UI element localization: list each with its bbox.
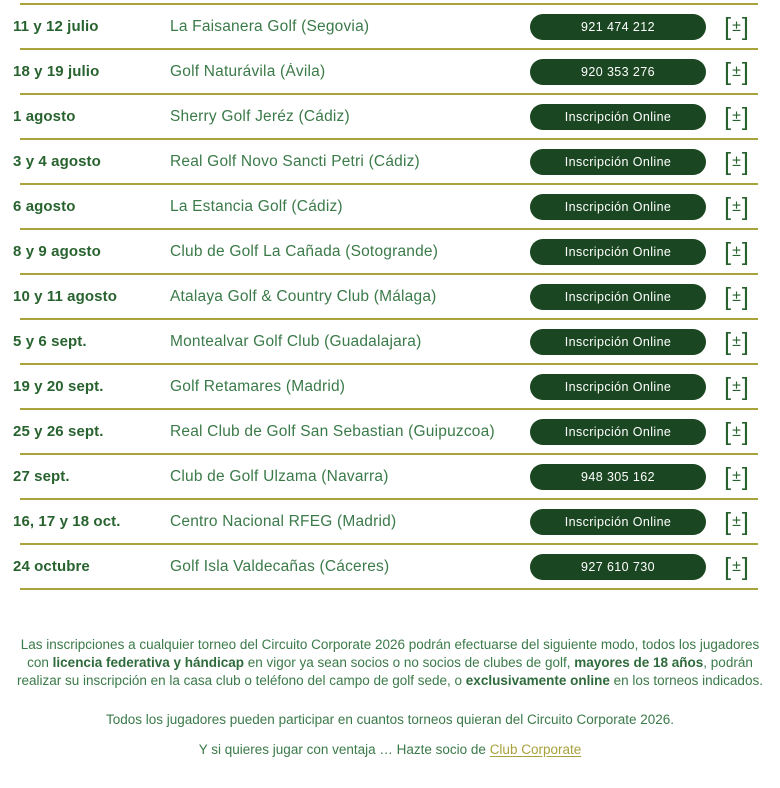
bracket-left-glyph: [ [724, 147, 732, 176]
table-row [0, 500, 780, 543]
bracket-right-glyph: ] [741, 462, 749, 491]
row-divider [20, 588, 758, 590]
bracket-left-glyph: [ [724, 417, 732, 446]
venue-name: Atalaya Golf & Country Club (Málaga) [170, 287, 437, 305]
emphasis-text: exclusivamente online [465, 673, 610, 688]
table-row [0, 185, 780, 228]
emphasis-text: mayores de 18 años [574, 655, 704, 670]
tournament-date: 19 y 20 sept. [13, 378, 104, 395]
plus-minus-glyph: ± [732, 18, 741, 35]
plus-minus-glyph: ± [732, 63, 741, 80]
bracket-left-glyph: [ [724, 192, 732, 221]
inscription-pill-button[interactable]: Inscripción Online [530, 194, 706, 220]
bracket-left-glyph: [ [724, 552, 732, 581]
tournament-date: 16, 17 y 18 oct. [13, 513, 121, 530]
bracket-left-glyph: [ [724, 507, 732, 536]
tournament-date: 1 agosto [13, 108, 76, 125]
inscription-pill-button[interactable]: Inscripción Online [530, 509, 706, 535]
table-row [0, 545, 780, 588]
tournament-date: 25 y 26 sept. [13, 423, 104, 440]
plus-minus-glyph: ± [732, 558, 741, 575]
venue-name: Real Club de Golf San Sebastian (Guipuzcoa) [170, 422, 495, 440]
bracket-left-glyph: [ [724, 327, 732, 356]
bracket-right-glyph: ] [741, 147, 749, 176]
expand-plus-icon[interactable] [722, 284, 751, 310]
table-row [0, 140, 780, 183]
footer-notes [0, 636, 780, 759]
expand-plus-icon[interactable] [722, 149, 751, 175]
bracket-right-glyph: ] [741, 237, 749, 266]
bracket-right-glyph: ] [741, 417, 749, 446]
venue-name: Real Golf Novo Sancti Petri (Cádiz) [170, 152, 420, 170]
emphasis-text: licencia federativa y hándicap [52, 655, 245, 670]
table-row [0, 50, 780, 93]
tournament-date: 18 y 19 julio [13, 63, 100, 80]
bracket-right-glyph: ] [741, 102, 749, 131]
tournament-date: 27 sept. [13, 468, 70, 485]
inscription-pill-button[interactable]: Inscripción Online [530, 374, 706, 400]
table-row [0, 365, 780, 408]
expand-plus-icon[interactable] [722, 329, 751, 355]
tournament-date: 11 y 12 julio [13, 18, 99, 35]
body-text: Las inscripciones a cualquier torneo del Circuito Corporate 2026 podrán efectuarse del siguiente modo, todos los jugadores con [20, 637, 760, 670]
inscription-pill-button[interactable]: Inscripción Online [530, 329, 706, 355]
bracket-left-glyph: [ [724, 372, 732, 401]
venue-name: Golf Isla Valdecañas (Cáceres) [170, 557, 390, 575]
bracket-left-glyph: [ [724, 237, 732, 266]
expand-plus-icon[interactable] [722, 104, 751, 130]
body-text: en los torneos indicados. [609, 673, 763, 688]
venue-name: Golf Naturávila (Ávila) [170, 62, 326, 80]
plus-minus-glyph: ± [732, 423, 741, 440]
expand-plus-icon[interactable] [722, 59, 751, 85]
venue-name: Centro Nacional RFEG (Madrid) [170, 512, 397, 530]
plus-minus-glyph: ± [732, 513, 741, 530]
table-row [0, 455, 780, 498]
bracket-left-glyph: [ [724, 282, 732, 311]
venue-name: Montealvar Golf Club (Guadalajara) [170, 332, 422, 350]
plus-minus-glyph: ± [732, 378, 741, 395]
expand-plus-icon[interactable] [722, 374, 751, 400]
bracket-right-glyph: ] [741, 282, 749, 311]
expand-plus-icon[interactable] [722, 419, 751, 445]
plus-minus-glyph: ± [732, 108, 741, 125]
table-row [0, 320, 780, 363]
tournament-date: 3 y 4 agosto [13, 153, 101, 170]
inscription-pill-button[interactable]: 920 353 276 [530, 59, 706, 85]
inscription-pill-button[interactable]: Inscripción Online [530, 104, 706, 130]
participation-note: Todos los jugadores pueden participar en cuantos torneos quieran del Circuito Corporate 2026. [105, 712, 675, 727]
club-corporate-link[interactable]: Club Corporate [489, 742, 582, 757]
body-text: , podrán realizar su inscripción en la casa club o teléfono del campo de golf sede, o [17, 655, 753, 688]
venue-name: Sherry Golf Jeréz (Cádiz) [170, 107, 350, 125]
bracket-right-glyph: ] [741, 57, 749, 86]
inscription-pill-button[interactable]: 927 610 730 [530, 554, 706, 580]
table-row [0, 95, 780, 138]
bracket-right-glyph: ] [741, 507, 749, 536]
bracket-right-glyph: ] [741, 12, 749, 41]
venue-name: Club de Golf La Cañada (Sotogrande) [170, 242, 439, 260]
inscription-pill-button[interactable]: 948 305 162 [530, 464, 706, 490]
bracket-right-glyph: ] [741, 552, 749, 581]
venue-name: Club de Golf Ulzama (Navarra) [170, 467, 389, 485]
inscription-pill-button[interactable]: 921 474 212 [530, 14, 706, 40]
body-text: en vigor ya sean socios o no socios de clubes de golf, [244, 655, 575, 670]
tournament-schedule-page [0, 3, 780, 759]
tournament-date: 6 agosto [13, 198, 76, 215]
expand-plus-icon[interactable] [722, 509, 751, 535]
tournament-date: 8 y 9 agosto [13, 243, 101, 260]
venue-name: Golf Retamares (Madrid) [170, 377, 346, 395]
table-row [0, 275, 780, 318]
plus-minus-glyph: ± [732, 288, 741, 305]
table-row [0, 410, 780, 453]
tournament-table [0, 3, 780, 590]
expand-plus-icon[interactable] [722, 194, 751, 220]
expand-plus-icon[interactable] [722, 239, 751, 265]
bracket-left-glyph: [ [724, 462, 732, 491]
venue-name: La Faisanera Golf (Segovia) [170, 17, 370, 35]
bracket-left-glyph: [ [724, 57, 732, 86]
inscription-info-paragraph [15, 636, 765, 690]
tournament-date: 24 octubre [13, 558, 90, 575]
inscription-pill-button[interactable]: Inscripción Online [530, 284, 706, 310]
plus-minus-glyph: ± [732, 198, 741, 215]
bracket-left-glyph: [ [724, 102, 732, 131]
venue-name: La Estancia Golf (Cádiz) [170, 197, 343, 215]
inscription-pill-button[interactable]: Inscripción Online [530, 149, 706, 175]
tournament-date: 5 y 6 sept. [13, 333, 87, 350]
membership-cta-text: Y si quieres jugar con ventaja … Hazte socio de [198, 742, 490, 757]
table-row [0, 5, 780, 48]
expand-plus-icon[interactable] [722, 464, 751, 490]
plus-minus-glyph: ± [732, 333, 741, 350]
bracket-right-glyph: ] [741, 327, 749, 356]
bracket-right-glyph: ] [741, 372, 749, 401]
table-row [0, 230, 780, 273]
plus-minus-glyph: ± [732, 243, 741, 260]
plus-minus-glyph: ± [732, 468, 741, 485]
expand-plus-icon[interactable] [722, 554, 751, 580]
tournament-date: 10 y 11 agosto [13, 288, 117, 305]
inscription-pill-button[interactable]: Inscripción Online [530, 419, 706, 445]
membership-cta [0, 741, 780, 759]
expand-plus-icon[interactable] [722, 14, 751, 40]
bracket-left-glyph: [ [724, 12, 732, 41]
inscription-pill-button[interactable]: Inscripción Online [530, 239, 706, 265]
plus-minus-glyph: ± [732, 153, 741, 170]
bracket-right-glyph: ] [741, 192, 749, 221]
